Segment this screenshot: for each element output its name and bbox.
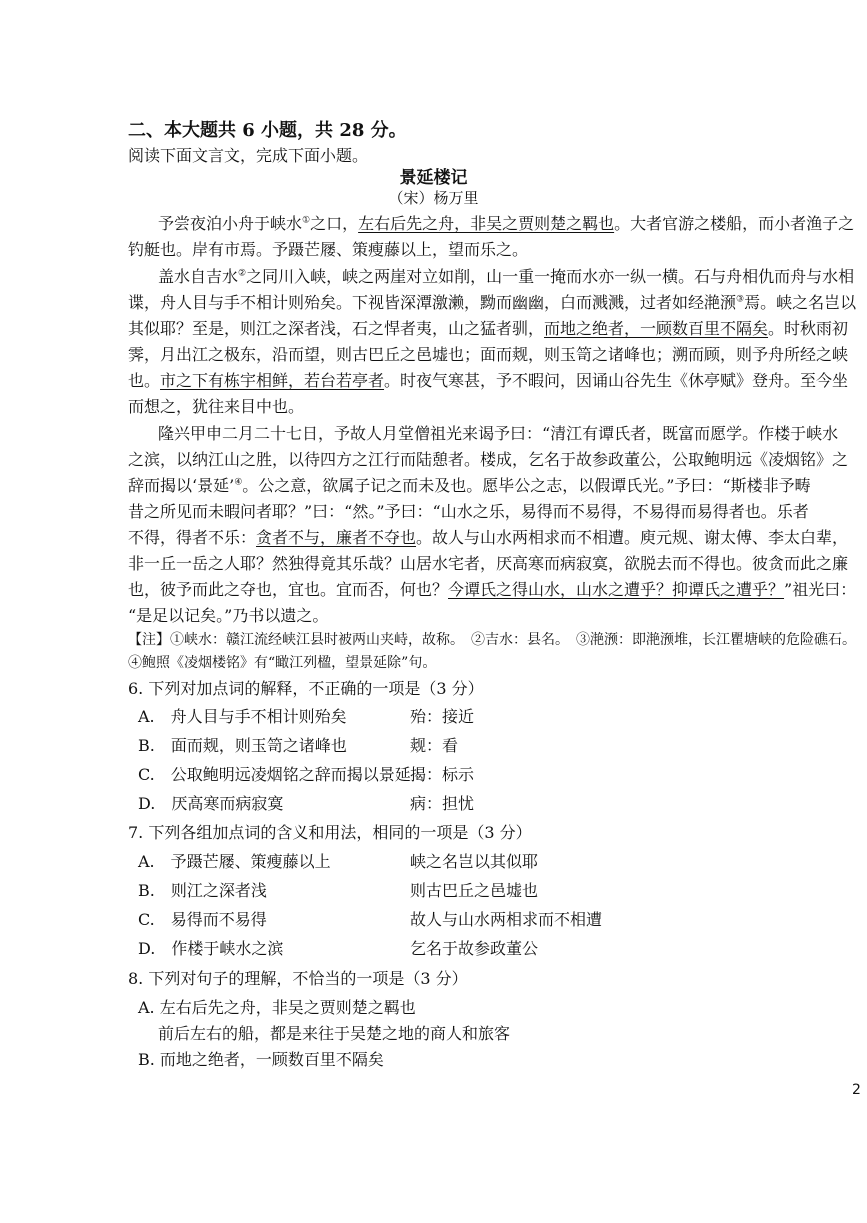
question-7-stem: 7. 下列各组加点词的含义和用法，相同的一项是（3 分） bbox=[128, 823, 532, 842]
section-heading: 二、本大题共 6 小题，共 28 分。 bbox=[128, 120, 407, 141]
footnotes-line: ④鲍照《凌烟楼铭》有“瞰江列楹，望景延除”句。 bbox=[128, 655, 437, 671]
q8-option-a-explanation: 前后左右的船，都是来往于吴楚之地的商人和旅客 bbox=[158, 1024, 511, 1043]
passage-line bbox=[128, 290, 856, 313]
footnote-marker: ④ bbox=[234, 477, 243, 488]
text-fragment: 不得，得者不乐： bbox=[128, 528, 257, 547]
passage-line: 之滨，以纳江山之胜，以待四方之江行而陆憩者。楼成，乞名于故参政董公，公取鲍明远《凌烟铭》之 bbox=[128, 450, 849, 469]
q7-option-a-pair: 峡之名岂以其似耶 bbox=[410, 852, 539, 871]
footnote-marker: ③ bbox=[736, 294, 745, 305]
passage-line: 隆兴甲申二月二十七日，予故人月堂僧祖光来谒予曰：“清江有谭氏者，既富而愿学。作楼于峡水 bbox=[158, 424, 839, 443]
text-fragment: 。时夜气寒甚，予不暇问，因诵山谷先生《休亭赋》登舟。至今坐 bbox=[384, 371, 849, 390]
passage-line: “是足以记矣。”乃书以遗之。 bbox=[128, 606, 329, 625]
passage-line: 霁，月出江之极东，沿而望，则古巴丘之邑墟也；面而觌，则玉笥之诸峰也；溯而顾，则予舟所经之峡 bbox=[128, 345, 849, 364]
q7-option-c-pair: 故人与山水两相求而不相遭 bbox=[410, 910, 603, 929]
q6-option-b: B. 面而觌，则玉笥之诸峰也 bbox=[138, 736, 347, 755]
text-fragment: 。时秋雨初 bbox=[768, 319, 849, 338]
q8-option-a: A. 左右后先之舟，非吴之贾则楚之羁也 bbox=[138, 998, 416, 1017]
passage-author: （宋）杨万里 bbox=[388, 189, 479, 207]
text-fragment: 。故人与山水两相求而不相遭。庾元规、谢太傅、李太白辈， bbox=[416, 528, 849, 547]
text-fragment: 予尝夜泊小舟于峡水 bbox=[158, 214, 303, 233]
passage-line bbox=[158, 264, 854, 287]
footnote-marker: ② bbox=[238, 268, 247, 279]
text-fragment: 。大者官游之楼船，而小者渔子之 bbox=[614, 214, 855, 233]
text-fragment: 也，彼予而此之夺也，宜也。宜而否，何也？ bbox=[128, 580, 449, 599]
text-fragment: 也。 bbox=[128, 371, 161, 390]
underlined-sentence: 而地之绝者，一顾数百里不隔矣 bbox=[544, 319, 769, 338]
passage-line bbox=[128, 577, 856, 600]
q6-option-b-answer: 觌：看 bbox=[410, 736, 459, 755]
passage-line bbox=[128, 316, 848, 339]
q7-option-b: B. 则江之深者浅 bbox=[138, 881, 267, 900]
q7-option-d-pair: 乞名于故参政董公 bbox=[410, 939, 539, 958]
text-fragment: 。公之意，欲属子记之而未及也。愿毕公之志，以假谭氏光。”予曰：“斯楼非予畴 bbox=[242, 476, 811, 495]
q6-option-a-answer: 殆：接近 bbox=[410, 707, 475, 726]
text-fragment: 谍，舟人目与手不相计则殆矣。下视皆深潭激濑，黝而幽幽，白而溅溅，过者如经滟滪 bbox=[128, 293, 737, 312]
footnotes-line: 【注】①峡水：赣江流经峡江县时被两山夹峙，故称。 ②吉水：县名。 ③滟滪：即滟滪堆，长江瞿塘峡的危险礁石。 bbox=[128, 632, 856, 648]
passage-line: 钓艇也。岸有市焉。予蹑芒屦、策瘦藤以上，望而乐之。 bbox=[128, 240, 529, 259]
text-fragment: 焉。峡之名岂以 bbox=[744, 293, 857, 312]
passage-line bbox=[128, 368, 848, 391]
question-6-stem: 6. 下列对加点词的解释，不正确的一项是（3 分） bbox=[128, 679, 484, 698]
underlined-sentence: 今谭氏之得山水，山水之遭乎？抑谭氏之遭乎？ bbox=[448, 580, 785, 599]
passage-line: 非一丘一岳之人耶？然独得竟其乐哉？山居水宅者，厌高寒而病寂寞，欲脱去而不得也。彼贪而此之廉 bbox=[128, 554, 849, 573]
q8-option-b: B. 而地之绝者，一顾数百里不隔矣 bbox=[138, 1050, 384, 1069]
page-number: 2 bbox=[852, 1082, 861, 1098]
text-fragment: 之口， bbox=[310, 214, 359, 233]
q6-option-d: D. 厌高寒而病寂寞 bbox=[138, 794, 284, 813]
text-fragment: 盖水自吉水 bbox=[158, 267, 239, 286]
passage-line: 而想之，犹往来目中也。 bbox=[128, 397, 305, 416]
footnote-marker: ① bbox=[302, 215, 311, 226]
q7-option-d: D. 作楼于峡水之滨 bbox=[138, 939, 284, 958]
q6-option-c-answer: 揭：标示 bbox=[410, 765, 475, 784]
text-fragment: 辞而揭以‘景延’ bbox=[128, 476, 235, 495]
q7-option-c: C. 易得而不易得 bbox=[138, 910, 267, 929]
q6-option-a: A. 舟人目与手不相计则殆矣 bbox=[138, 707, 347, 726]
passage-line bbox=[128, 473, 811, 496]
text-fragment: 其似耶？至是，则江之深者浅，石之悍者夷，山之猛者驯， bbox=[128, 319, 545, 338]
underlined-sentence: 市之下有栋宇相鲜，若台若亭者 bbox=[160, 371, 385, 390]
text-fragment: ”祖光曰： bbox=[784, 580, 857, 599]
underlined-sentence: 左右后先之舟，非吴之贾则楚之羁也 bbox=[358, 214, 615, 233]
passage-line: 昔之所见而未暇问者耶？”曰：“然。”予曰：“山水之乐，易得而不易得，不易得而易得者也。乐者 bbox=[128, 502, 809, 521]
section-instruction: 阅读下面文言文，完成下面小题。 bbox=[128, 146, 369, 165]
passage-line bbox=[128, 525, 848, 548]
underlined-sentence: 贪者不与，廉者不夺也 bbox=[256, 528, 417, 547]
question-8-stem: 8. 下列对句子的理解，不恰当的一项是（3 分） bbox=[128, 969, 468, 988]
text-fragment: 之同川入峡，峡之两崖对立如削，山一重一掩而水亦一纵一横。石与舟相仇而舟与水相 bbox=[246, 267, 855, 286]
passage-title: 景延楼记 bbox=[399, 168, 468, 188]
q6-option-c: C. 公取鲍明远凌烟铭之辞而揭以景延 bbox=[138, 765, 411, 784]
passage-line bbox=[158, 211, 854, 234]
q6-option-d-answer: 病：担忧 bbox=[410, 794, 475, 813]
q7-option-a: A. 予蹑芒屦、策瘦藤以上 bbox=[138, 852, 331, 871]
q7-option-b-pair: 则古巴丘之邑墟也 bbox=[410, 881, 539, 900]
